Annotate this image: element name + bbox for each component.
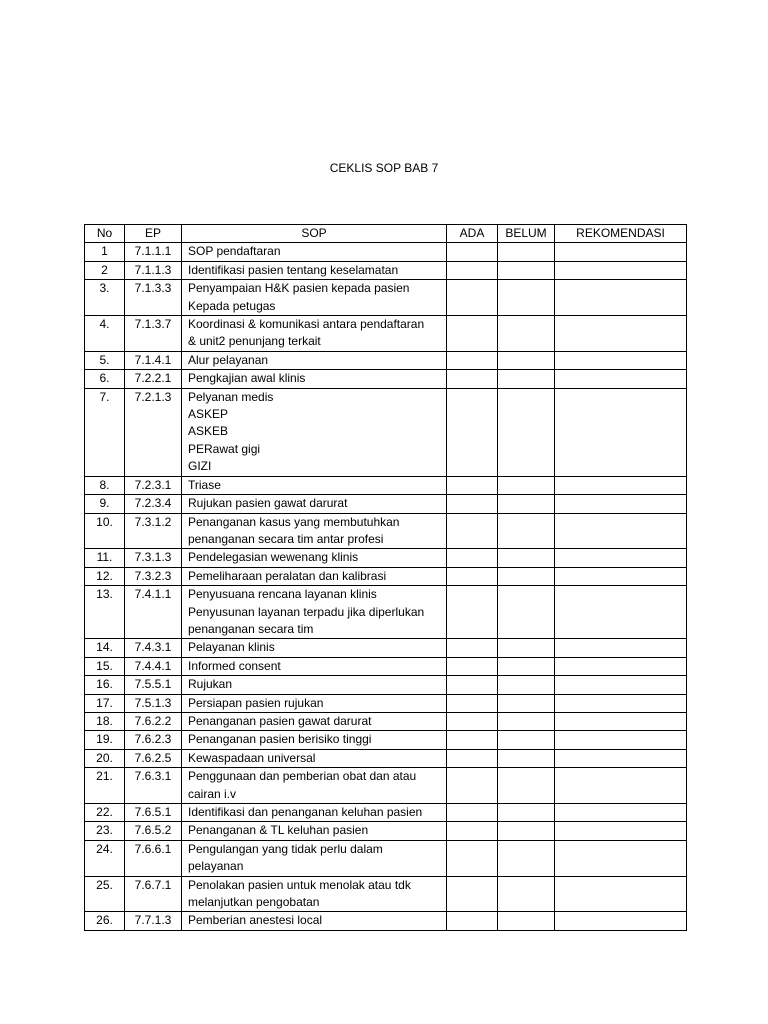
row-ep-code: 7.6.3.1: [125, 768, 182, 804]
header-ada: ADA: [447, 225, 498, 243]
row-sop-cell: [182, 476, 447, 494]
row-sop-line: Kewaspadaan universal: [188, 750, 316, 765]
row-sop-cell: [182, 822, 447, 840]
row-sop-line: Penanganan pasien berisiko tinggi: [188, 732, 372, 747]
row-rekomendasi-cell: [555, 370, 687, 388]
row-belum-cell: [498, 351, 555, 369]
table-row: [85, 694, 687, 712]
row-sop-cell: [182, 768, 447, 804]
row-ep-code: 7.6.2.5: [125, 749, 182, 767]
row-sop-line: Pendelegasian wewenang klinis: [188, 550, 359, 565]
row-sop-cell: [182, 495, 447, 513]
row-rekomendasi-cell: [555, 586, 687, 639]
row-number: 4.: [85, 316, 125, 352]
table-row: [85, 495, 687, 513]
table-row: [85, 712, 687, 730]
row-sop-line: Penolakan pasien untuk menolak atau tdk: [188, 877, 411, 892]
row-rekomendasi-cell: [555, 495, 687, 513]
row-ada-cell: [447, 731, 498, 749]
header-rekomendasi: REKOMENDASI: [555, 225, 687, 243]
row-sop-cell: [182, 876, 447, 912]
row-sop-cell: [182, 513, 447, 549]
row-sop-cell: [182, 712, 447, 730]
table-row: [85, 280, 687, 316]
row-sop-cell: [182, 370, 447, 388]
row-rekomendasi-cell: [555, 768, 687, 804]
row-sop-line: Pemeliharaan peralatan dan kalibrasi: [188, 568, 387, 583]
row-sop-cell: [182, 639, 447, 657]
row-belum-cell: [498, 749, 555, 767]
row-belum-cell: [498, 549, 555, 567]
table-row: [85, 876, 687, 912]
table-row: [85, 567, 687, 585]
row-belum-cell: [498, 370, 555, 388]
header-ep: EP: [125, 225, 182, 243]
row-number: 5.: [85, 351, 125, 369]
row-sop-line: Penggunaan dan pemberian obat dan atau: [188, 769, 417, 784]
row-belum-cell: [498, 567, 555, 585]
row-ep-code: 7.3.2.3: [125, 567, 182, 585]
row-ada-cell: [447, 567, 498, 585]
row-sop-cell: [182, 280, 447, 316]
header-sop: SOP: [182, 225, 447, 243]
row-belum-cell: [498, 316, 555, 352]
row-rekomendasi-cell: [555, 694, 687, 712]
row-sop-line: cairan i.v: [188, 786, 237, 801]
row-rekomendasi-cell: [555, 549, 687, 567]
row-ada-cell: [447, 840, 498, 876]
row-ada-cell: [447, 676, 498, 694]
row-number: 3.: [85, 280, 125, 316]
row-ep-code: 7.1.4.1: [125, 351, 182, 369]
row-rekomendasi-cell: [555, 731, 687, 749]
row-belum-cell: [498, 280, 555, 316]
row-ep-code: 7.6.5.2: [125, 822, 182, 840]
row-sop-line: Penanganan pasien gawat darurat: [188, 713, 372, 728]
row-ep-code: 7.3.1.3: [125, 549, 182, 567]
table-row: [85, 586, 687, 639]
row-rekomendasi-cell: [555, 261, 687, 279]
row-belum-cell: [498, 243, 555, 261]
row-sop-cell: [182, 749, 447, 767]
row-belum-cell: [498, 840, 555, 876]
row-ep-code: 7.1.1.1: [125, 243, 182, 261]
row-sop-cell: [182, 549, 447, 567]
row-ep-code: 7.6.7.1: [125, 876, 182, 912]
table-row: [85, 731, 687, 749]
row-ada-cell: [447, 280, 498, 316]
row-number: 15.: [85, 657, 125, 675]
row-rekomendasi-cell: [555, 712, 687, 730]
row-sop-line: Penanganan kasus yang membutuhkan: [188, 514, 400, 529]
row-number: 26.: [85, 912, 125, 930]
checklist-table: [84, 224, 687, 931]
row-sop-line: Rujukan pasien gawat darurat: [188, 496, 348, 511]
row-number: 8.: [85, 476, 125, 494]
row-ada-cell: [447, 351, 498, 369]
row-rekomendasi-cell: [555, 280, 687, 316]
row-rekomendasi-cell: [555, 876, 687, 912]
row-ep-code: 7.5.5.1: [125, 676, 182, 694]
row-sop-cell: [182, 316, 447, 352]
row-ada-cell: [447, 476, 498, 494]
table-row: [85, 749, 687, 767]
row-number: 16.: [85, 676, 125, 694]
row-ep-code: 7.2.3.4: [125, 495, 182, 513]
row-number: 14.: [85, 639, 125, 657]
table-row: [85, 768, 687, 804]
row-ada-cell: [447, 639, 498, 657]
row-sop-line: Penanganan & TL keluhan pasien: [188, 823, 369, 838]
row-belum-cell: [498, 676, 555, 694]
row-sop-line: PERawat gigi: [188, 441, 261, 456]
row-sop-line: Pengkajian awal klinis: [188, 371, 306, 386]
row-ep-code: 7.2.3.1: [125, 476, 182, 494]
row-sop-line: Rujukan: [188, 677, 233, 692]
table-row: [85, 316, 687, 352]
row-number: 22.: [85, 804, 125, 822]
row-sop-line: Pemberian anestesi local: [188, 913, 323, 928]
row-belum-cell: [498, 513, 555, 549]
row-belum-cell: [498, 731, 555, 749]
row-ada-cell: [447, 749, 498, 767]
row-sop-cell: [182, 694, 447, 712]
row-rekomendasi-cell: [555, 840, 687, 876]
row-belum-cell: [498, 712, 555, 730]
row-ep-code: 7.6.5.1: [125, 804, 182, 822]
row-sop-cell: [182, 912, 447, 930]
row-belum-cell: [498, 804, 555, 822]
page-title: CEKLIS SOP BAB 7: [329, 161, 439, 175]
row-number: 2: [85, 261, 125, 279]
row-ada-cell: [447, 694, 498, 712]
row-sop-cell: [182, 243, 447, 261]
row-ep-code: 7.1.1.3: [125, 261, 182, 279]
row-number: 21.: [85, 768, 125, 804]
row-sop-line: penanganan secara tim: [188, 621, 314, 636]
row-number: 23.: [85, 822, 125, 840]
row-ep-code: 7.6.2.3: [125, 731, 182, 749]
row-sop-cell: [182, 261, 447, 279]
row-ada-cell: [447, 495, 498, 513]
row-ada-cell: [447, 549, 498, 567]
table-row: [85, 476, 687, 494]
row-rekomendasi-cell: [555, 749, 687, 767]
row-number: 6.: [85, 370, 125, 388]
row-sop-line: Persiapan pasien rujukan: [188, 695, 324, 710]
table-row: [85, 840, 687, 876]
table-header-row: [85, 225, 687, 243]
row-number: 18.: [85, 712, 125, 730]
row-ada-cell: [447, 657, 498, 675]
row-rekomendasi-cell: [555, 476, 687, 494]
row-rekomendasi-cell: [555, 639, 687, 657]
table-row: [85, 370, 687, 388]
row-sop-line: Pelyanan medis: [188, 389, 274, 404]
row-number: 20.: [85, 749, 125, 767]
row-ada-cell: [447, 768, 498, 804]
row-sop-line: Penyusunan layanan terpadu jika diperlukan: [188, 604, 425, 619]
row-number: 9.: [85, 495, 125, 513]
row-sop-line: melanjutkan pengobatan: [188, 895, 320, 910]
row-ep-code: 7.3.1.2: [125, 513, 182, 549]
row-number: 12.: [85, 567, 125, 585]
row-sop-cell: [182, 351, 447, 369]
table-row: [85, 639, 687, 657]
table-row: [85, 388, 687, 476]
row-ada-cell: [447, 586, 498, 639]
row-ada-cell: [447, 388, 498, 476]
row-sop-cell: [182, 586, 447, 639]
row-sop-line: penanganan secara tim antar profesi: [188, 531, 384, 546]
row-sop-cell: [182, 567, 447, 585]
row-sop-line: Triase: [188, 477, 221, 492]
row-number: 7.: [85, 388, 125, 476]
row-sop-line: Penyampaian H&K pasien kepada pasien: [188, 281, 410, 296]
row-ada-cell: [447, 712, 498, 730]
row-sop-line: GIZI: [188, 459, 212, 474]
row-sop-line: Koordinasi & komunikasi antara pendaftaran: [188, 317, 425, 332]
row-ep-code: 7.4.3.1: [125, 639, 182, 657]
row-number: 13.: [85, 586, 125, 639]
row-rekomendasi-cell: [555, 822, 687, 840]
row-number: 11.: [85, 549, 125, 567]
row-sop-line: Alur pelayanan: [188, 352, 269, 367]
row-belum-cell: [498, 388, 555, 476]
header-no: No: [85, 225, 125, 243]
row-rekomendasi-cell: [555, 351, 687, 369]
table-row: [85, 657, 687, 675]
row-sop-cell: [182, 840, 447, 876]
row-belum-cell: [498, 261, 555, 279]
row-sop-line: ASKEB: [188, 424, 229, 439]
row-sop-line: Informed consent: [188, 658, 281, 673]
row-ada-cell: [447, 876, 498, 912]
row-rekomendasi-cell: [555, 513, 687, 549]
row-rekomendasi-cell: [555, 567, 687, 585]
table-row: [85, 351, 687, 369]
table-row: [85, 261, 687, 279]
row-rekomendasi-cell: [555, 676, 687, 694]
row-sop-line: & unit2 penunjang terkait: [188, 334, 321, 349]
row-belum-cell: [498, 768, 555, 804]
row-sop-line: Penyusuana rencana layanan klinis: [188, 587, 377, 602]
row-ep-code: 7.6.2.2: [125, 712, 182, 730]
row-sop-line: Pengulangan yang tidak perlu dalam: [188, 841, 383, 856]
row-number: 17.: [85, 694, 125, 712]
row-sop-cell: [182, 657, 447, 675]
row-ada-cell: [447, 804, 498, 822]
table-row: [85, 676, 687, 694]
row-sop-cell: [182, 731, 447, 749]
row-ada-cell: [447, 243, 498, 261]
row-belum-cell: [498, 495, 555, 513]
row-sop-cell: [182, 676, 447, 694]
row-sop-line: SOP pendaftaran: [188, 244, 281, 259]
table-row: [85, 549, 687, 567]
row-sop-line: Identifikasi dan penanganan keluhan pasien: [188, 805, 423, 819]
row-rekomendasi-cell: [555, 804, 687, 822]
table-row: [85, 243, 687, 261]
row-ada-cell: [447, 513, 498, 549]
row-ep-code: 7.2.1.3: [125, 388, 182, 476]
row-ada-cell: [447, 822, 498, 840]
table-body: [85, 243, 687, 930]
row-number: 24.: [85, 840, 125, 876]
row-belum-cell: [498, 822, 555, 840]
row-ep-code: 7.4.4.1: [125, 657, 182, 675]
row-ep-code: 7.6.6.1: [125, 840, 182, 876]
row-sop-cell: [182, 388, 447, 476]
row-number: 1: [85, 243, 125, 261]
row-sop-line: ASKEP: [188, 407, 229, 422]
row-ep-code: 7.2.2.1: [125, 370, 182, 388]
table-row: [85, 822, 687, 840]
table-row: [85, 912, 687, 930]
row-belum-cell: [498, 694, 555, 712]
row-rekomendasi-cell: [555, 912, 687, 930]
row-belum-cell: [498, 912, 555, 930]
row-sop-line: Pelayanan klinis: [188, 640, 275, 655]
row-ada-cell: [447, 261, 498, 279]
row-sop-line: pelayanan: [188, 859, 244, 874]
row-sop-line: Kepada petugas: [188, 298, 276, 313]
row-rekomendasi-cell: [555, 243, 687, 261]
row-rekomendasi-cell: [555, 657, 687, 675]
row-ada-cell: [447, 370, 498, 388]
row-belum-cell: [498, 657, 555, 675]
row-ep-code: 7.4.1.1: [125, 586, 182, 639]
row-ep-code: 7.5.1.3: [125, 694, 182, 712]
row-number: 25.: [85, 876, 125, 912]
row-ada-cell: [447, 912, 498, 930]
table-row: [85, 804, 687, 822]
row-sop-cell: [182, 804, 447, 822]
row-rekomendasi-cell: [555, 316, 687, 352]
row-rekomendasi-cell: [555, 388, 687, 476]
header-belum: BELUM: [498, 225, 555, 243]
row-number: 10.: [85, 513, 125, 549]
row-ep-code: 7.1.3.3: [125, 280, 182, 316]
row-ada-cell: [447, 316, 498, 352]
row-ep-code: 7.7.1.3: [125, 912, 182, 930]
row-number: 19.: [85, 731, 125, 749]
row-belum-cell: [498, 876, 555, 912]
row-ep-code: 7.1.3.7: [125, 316, 182, 352]
table-row: [85, 513, 687, 549]
row-belum-cell: [498, 476, 555, 494]
row-belum-cell: [498, 639, 555, 657]
row-sop-line: Identifikasi pasien tentang keselamatan: [188, 262, 399, 277]
row-belum-cell: [498, 586, 555, 639]
